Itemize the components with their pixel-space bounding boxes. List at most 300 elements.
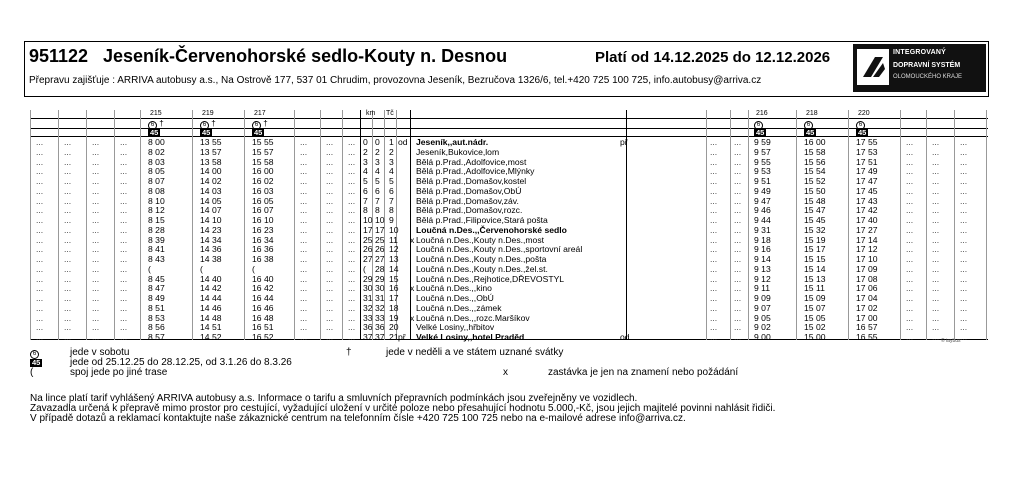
validity-period: Platí od 14.12.2025 do 12.12.2026 (595, 49, 831, 66)
logo-line3: OLOMOUCKÉHO KRAJE (893, 74, 963, 80)
departure-time: 17 08 (856, 273, 878, 284)
km-value: 26 (375, 244, 385, 255)
grid-column-rule (58, 110, 59, 340)
empty-cell: ... (120, 283, 128, 294)
train-number: 217 (254, 110, 266, 117)
km-value: 6 (375, 185, 380, 196)
empty-cell: ... (36, 156, 44, 167)
stop-name: Bělá p.Prad.,Domašov,záv. (416, 195, 519, 206)
km-value: 26 (363, 244, 373, 255)
empty-cell: ... (960, 302, 968, 313)
empty-cell: ... (326, 224, 334, 235)
grid-column-rule (294, 110, 295, 340)
km-value: 37 (375, 332, 385, 342)
legend-paren: spoj jede po jiné trase (70, 367, 168, 378)
empty-cell: ... (64, 234, 72, 245)
departure-time: 16 55 (856, 332, 878, 342)
km-value: 10 (363, 215, 373, 225)
departure-time: 15 54 (804, 166, 826, 177)
empty-cell: ... (92, 283, 100, 294)
empty-cell: ... (300, 137, 308, 147)
km-value: 30 (375, 283, 385, 294)
saturday-symbol: 6 (804, 121, 813, 130)
empty-cell: ... (734, 254, 742, 264)
departure-time: 14 46 (200, 302, 222, 313)
departure-time: 9 31 (754, 224, 771, 235)
grid-column-rule (140, 110, 141, 340)
empty-cell: ... (348, 195, 356, 206)
empty-cell: ... (326, 254, 334, 264)
empty-cell: ... (36, 215, 44, 225)
departure-time: 9 51 (754, 176, 771, 186)
empty-cell: ... (906, 322, 914, 333)
empty-cell: ... (710, 244, 718, 255)
km-value: 17 (363, 224, 373, 235)
empty-cell: ... (36, 185, 44, 196)
departure-time: 15 48 (804, 195, 826, 206)
empty-cell: ... (734, 322, 742, 333)
km-value: 25 (363, 234, 373, 245)
paren-symbol: ( (30, 367, 34, 378)
departure-time: 16 10 (252, 215, 274, 225)
request-stop-mark: x (410, 283, 415, 294)
departure-time: 17 06 (856, 283, 878, 294)
empty-cell: ... (734, 185, 742, 196)
empty-cell: ... (92, 137, 100, 147)
empty-cell: ... (348, 146, 356, 157)
empty-cell: ... (36, 205, 44, 216)
empty-cell: ... (36, 322, 44, 333)
empty-cell: ... (36, 244, 44, 255)
empty-cell: ... (710, 293, 718, 303)
empty-cell: ... (326, 195, 334, 206)
empty-cell: ... (120, 166, 128, 177)
empty-cell: ... (932, 234, 940, 245)
departure-time: 8 28 (148, 224, 165, 235)
empty-cell: ... (300, 273, 308, 284)
departure-time: 9 49 (754, 185, 771, 196)
departure-time: 9 44 (754, 215, 771, 225)
departure-time: 15 47 (804, 205, 826, 216)
stop-name: Loučná n.Des.,,rozc.Maršíkov (416, 312, 530, 323)
stop-name: Loučná n.Des.,Kouty n.Des.,žel.st. (416, 263, 548, 274)
departure-time: 17 55 (856, 137, 878, 147)
empty-cell: ... (906, 254, 914, 264)
km-value: 27 (363, 254, 373, 264)
km-value: 37 (363, 332, 373, 342)
empty-cell: ... (120, 273, 128, 284)
stop-name: Bělá p.Prad.,Adolfovice,most (416, 156, 527, 167)
x-symbol: x (503, 367, 508, 378)
timetable-grid (30, 110, 988, 340)
stop-name: Loučná n.Des.,,zámek (416, 302, 502, 313)
train-badge (200, 128, 212, 137)
empty-cell: ... (36, 273, 44, 284)
empty-cell: ... (734, 137, 742, 147)
km-value: 0 (375, 137, 380, 147)
empty-cell: ... (300, 205, 308, 216)
empty-cell: ... (120, 312, 128, 323)
departure-time: 15 55 (252, 137, 274, 147)
departure-time: 16 44 (252, 293, 274, 303)
departure-time: 9 13 (754, 263, 771, 274)
saturday-symbol: 6 (30, 350, 39, 359)
train-badge (252, 128, 264, 137)
logo-line1: INTEGROVANÝ (893, 49, 947, 56)
empty-cell: ... (120, 195, 128, 206)
empty-cell: ... (64, 224, 72, 235)
saturday-symbol: 6 (252, 121, 261, 130)
empty-cell: ... (92, 195, 100, 206)
ids-logo (853, 44, 986, 92)
empty-cell: ... (906, 215, 914, 225)
empty-cell: ... (348, 273, 356, 284)
empty-cell: ... (348, 176, 356, 186)
empty-cell: ... (932, 146, 940, 157)
empty-cell: ... (326, 166, 334, 177)
empty-cell: ... (64, 322, 72, 333)
grid-column-rule (360, 110, 361, 340)
departure-time: ( (252, 263, 255, 274)
empty-cell: ... (92, 273, 100, 284)
empty-cell: ... (36, 312, 44, 323)
tc-value: 11 (389, 234, 398, 245)
empty-cell: ... (906, 195, 914, 206)
note-line: Zavazadla určená k přepravě mimo prostor pro cestující, vyžadující uložení v určité poloze nebo přesahující hodnotu 5.000,-Kč, jsou jejich majitelé povinni nahlásit řidiči. (30, 403, 776, 414)
empty-cell: ... (348, 137, 356, 147)
km-value: 8 (363, 205, 368, 216)
stop-name: Loučná n.Des.,,Červenohorské sedlo (416, 224, 567, 235)
departure-time: 8 56 (148, 322, 165, 333)
empty-cell: ... (734, 156, 742, 167)
empty-cell: ... (120, 322, 128, 333)
km-value: 33 (363, 312, 373, 323)
copyright: © iaybus (941, 338, 961, 344)
empty-cell: ... (92, 244, 100, 255)
badge-symbol: 45 (150, 128, 159, 137)
empty-cell: ... (348, 215, 356, 225)
empty-cell: ... (64, 254, 72, 264)
km-value: 29 (375, 273, 385, 284)
departure-time: 17 45 (856, 185, 878, 196)
departure-time: 9 05 (754, 312, 771, 323)
tc-value: 13 (389, 254, 399, 264)
grid-column-rule (706, 110, 707, 340)
sunday-symbol: † (211, 119, 216, 128)
empty-cell: ... (300, 156, 308, 167)
grid-column-rule (192, 110, 193, 340)
badge-symbol: 45 (756, 128, 765, 137)
departure-time: 15 15 (804, 254, 826, 264)
departure-time: 16 34 (252, 234, 274, 245)
empty-cell: ... (120, 156, 128, 167)
empty-cell: ... (92, 302, 100, 313)
km-value: 33 (375, 312, 385, 323)
grid-column-rule (954, 110, 955, 340)
empty-cell: ... (64, 244, 72, 255)
empty-cell: ... (120, 263, 128, 274)
empty-cell: ... (960, 166, 968, 177)
empty-cell: ... (64, 166, 72, 177)
empty-cell: ... (906, 137, 914, 147)
km-value: 0 (363, 137, 368, 147)
departure-time: 17 00 (856, 312, 878, 323)
departure-time: 8 47 (148, 283, 165, 294)
note-line: Na lince platí tarif vyhlášený ARRIVA autobusy a.s. Informace o tarifu a smluvních přepravních podmínkách jsou zveřejněny ve vozidlech. (30, 393, 638, 404)
empty-cell: ... (734, 312, 742, 323)
empty-cell: ... (120, 244, 128, 255)
empty-cell: ... (906, 176, 914, 186)
empty-cell: ... (120, 332, 128, 342)
saturday-symbol: 6 (200, 121, 209, 130)
empty-cell: ... (120, 205, 128, 216)
train-badge (148, 128, 160, 137)
empty-cell: ... (92, 205, 100, 216)
empty-cell: ... (92, 312, 100, 323)
empty-cell: ... (64, 263, 72, 274)
empty-cell: ... (734, 273, 742, 284)
empty-cell: ... (734, 176, 742, 186)
badge-symbol: 45 (806, 128, 815, 137)
tc-value: 17 (389, 293, 399, 303)
departure-time: 17 49 (856, 166, 878, 177)
km-value: 27 (375, 254, 385, 264)
empty-cell: ... (710, 166, 718, 177)
empty-cell: ... (906, 205, 914, 216)
empty-cell: ... (348, 224, 356, 235)
tc-value: 15 (389, 273, 399, 284)
departure-time: 8 10 (148, 195, 165, 206)
train-badge (804, 128, 816, 137)
empty-cell: ... (64, 293, 72, 303)
empty-cell: ... (710, 156, 718, 167)
tc-header: Tč (386, 110, 394, 117)
departure-time: 15 52 (804, 176, 826, 186)
empty-cell: ... (36, 293, 44, 303)
empty-cell: ... (36, 166, 44, 177)
departure-time: ( (200, 263, 203, 274)
tc-value: 6 (389, 185, 394, 196)
grid-rule (30, 118, 988, 119)
empty-cell: ... (906, 234, 914, 245)
route-title: Jeseník-Červenohorské sedlo-Kouty n. Desnou (103, 46, 508, 66)
tc-value: 10 (389, 224, 399, 235)
tc-value: 4 (389, 166, 394, 177)
grid-column-rule (986, 110, 987, 340)
empty-cell: ... (710, 234, 718, 245)
empty-cell: ... (36, 234, 44, 245)
tc-value: 18 (389, 302, 399, 313)
empty-cell: ... (932, 156, 940, 167)
train-badge (754, 128, 766, 137)
empty-cell: ... (326, 302, 334, 313)
legend-badge: jede od 25.12.25 do 28.12.25, od 3.1.26 do 8.3.26 (70, 357, 292, 368)
empty-cell: ... (348, 156, 356, 167)
empty-cell: ... (932, 263, 940, 274)
empty-cell: ... (348, 283, 356, 294)
empty-cell: ... (932, 137, 940, 147)
empty-cell: ... (300, 302, 308, 313)
empty-cell: ... (36, 254, 44, 264)
train-number: 215 (150, 110, 162, 117)
stop-name: Loučná n.Des.,Rejhotice,DŘEVOSTYL (416, 273, 565, 284)
empty-cell: ... (710, 263, 718, 274)
departure-time: 17 42 (856, 205, 878, 216)
grid-column-rule (86, 110, 87, 340)
empty-cell: ... (64, 312, 72, 323)
empty-cell: ... (734, 332, 742, 342)
km-value: 3 (363, 156, 368, 167)
empty-cell: ... (906, 293, 914, 303)
departure-time: 14 23 (200, 224, 222, 235)
departure-time: 17 51 (856, 156, 878, 167)
saturday-symbol: 6 (148, 121, 157, 130)
departure-time: 16 05 (252, 195, 274, 206)
departure-time: 9 53 (754, 166, 771, 177)
stop-name: Bělá p.Prad.,Adolfovice,Mlýnky (416, 166, 535, 177)
train-badge (856, 128, 868, 137)
departure-time: 15 58 (252, 156, 274, 167)
empty-cell: ... (64, 137, 72, 147)
empty-cell: ... (120, 176, 128, 186)
empty-cell: ... (710, 322, 718, 333)
departure-time: 9 14 (754, 254, 771, 264)
departure-time: 13 58 (200, 156, 222, 167)
departure-time: 17 10 (856, 254, 878, 264)
empty-cell: ... (120, 254, 128, 264)
tc-value: 1 (389, 137, 394, 147)
empty-cell: ... (734, 224, 742, 235)
empty-cell: ... (906, 302, 914, 313)
stop-name: Jeseník,,aut.nádr. (416, 137, 489, 147)
departure-time: 9 46 (754, 205, 771, 216)
km-value: 2 (363, 146, 368, 157)
empty-cell: ... (734, 205, 742, 216)
empty-cell: ... (348, 244, 356, 255)
departure-time: 17 09 (856, 263, 878, 274)
departure-time: 15 19 (804, 234, 826, 245)
stop-name: Bělá p.Prad.,Filipovice,Stará pošta (416, 215, 548, 225)
empty-cell: ... (710, 137, 718, 147)
empty-cell: ... (734, 195, 742, 206)
empty-cell: ... (932, 302, 940, 313)
departure-time: 8 49 (148, 293, 165, 303)
line-number: 951122 (29, 46, 89, 66)
departure-time: 8 03 (148, 156, 165, 167)
empty-cell: ... (36, 146, 44, 157)
empty-cell: ... (734, 234, 742, 245)
departure-time: 17 27 (856, 224, 878, 235)
empty-cell: ... (326, 137, 334, 147)
carrier-text: : ARRIVA autobusy a.s., Na Ostrově 177, 537 01 Chrudim, provozovna Jeseník, Bezručova 1326/6, tel.+420 725 100 725, info.autobusy@arriva.cz (112, 75, 762, 86)
empty-cell: ... (960, 244, 968, 255)
train-number: 219 (202, 110, 214, 117)
empty-cell: ... (906, 332, 914, 342)
departure-time: 17 40 (856, 215, 878, 225)
empty-cell: ... (710, 254, 718, 264)
badge-symbol: 45 (32, 358, 41, 367)
empty-cell: ... (120, 137, 128, 147)
empty-cell: ... (326, 263, 334, 274)
departure-time: 9 55 (754, 156, 771, 167)
empty-cell: ... (64, 185, 72, 196)
legend-sunday: jede v neděli a ve státem uznané svátky (386, 347, 564, 358)
empty-cell: ... (326, 156, 334, 167)
departure-time: 16 23 (252, 224, 274, 235)
departure-time: 17 04 (856, 293, 878, 303)
empty-cell: ... (300, 185, 308, 196)
km-value: 4 (363, 166, 368, 177)
empty-cell: ... (710, 146, 718, 157)
tc-value: 8 (389, 205, 394, 216)
empty-cell: ... (92, 166, 100, 177)
empty-cell: ... (36, 195, 44, 206)
empty-cell: ... (960, 185, 968, 196)
km-value: 8 (375, 205, 380, 216)
km-value: 25 (375, 234, 385, 245)
departure-time: 15 56 (804, 156, 826, 167)
empty-cell: ... (326, 283, 334, 294)
stop-name: Jeseník,Bukovice,lom (416, 146, 500, 157)
tariff-notes (30, 394, 775, 424)
tc-value: 5 (389, 176, 394, 186)
departure-time: 14 05 (200, 195, 222, 206)
empty-cell: ... (932, 166, 940, 177)
empty-cell: ... (906, 156, 914, 167)
empty-cell: ... (120, 234, 128, 245)
tc-value: 14 (389, 263, 399, 274)
departure-time: 16 03 (252, 185, 274, 196)
departure-time: 14 48 (200, 312, 222, 323)
logo-line2: DOPRAVNÍ SYSTÉM (893, 62, 961, 69)
departure-time: 15 00 (804, 332, 826, 342)
empty-cell: ... (92, 146, 100, 157)
empty-cell: ... (906, 185, 914, 196)
empty-cell: ... (906, 263, 914, 274)
departure-time: 8 51 (148, 302, 165, 313)
arrival-mark: př (398, 332, 406, 342)
empty-cell: ... (326, 146, 334, 157)
empty-cell: ... (92, 293, 100, 303)
grid-column-rule (848, 110, 849, 340)
stop-name: Velké Losiny,,hotel Praděd (416, 332, 525, 342)
tc-value: 2 (389, 146, 394, 157)
empty-cell: ... (960, 254, 968, 264)
badge-symbol: 45 (858, 128, 867, 137)
departure-time: 13 57 (200, 146, 222, 157)
departure-time: 15 45 (804, 215, 826, 225)
empty-cell: ... (64, 146, 72, 157)
departure-time: 14 02 (200, 176, 222, 186)
empty-cell: ... (960, 273, 968, 284)
departure-mark: od (398, 137, 408, 147)
departure-time: 15 17 (804, 244, 826, 255)
sunday-symbol: † (159, 119, 164, 128)
empty-cell: ... (906, 166, 914, 177)
empty-cell: ... (932, 176, 940, 186)
stop-name: Loučná n.Des.,,kino (416, 283, 492, 294)
empty-cell: ... (348, 322, 356, 333)
grid-rule (30, 128, 988, 129)
empty-cell: ... (64, 176, 72, 186)
departure-time: 9 12 (754, 273, 771, 284)
empty-cell: ... (932, 215, 940, 225)
tc-value: 7 (389, 195, 394, 206)
train-number: 216 (756, 110, 768, 117)
departure-time: 17 12 (856, 244, 878, 255)
departure-time: 15 14 (804, 263, 826, 274)
empty-cell: ... (906, 273, 914, 284)
